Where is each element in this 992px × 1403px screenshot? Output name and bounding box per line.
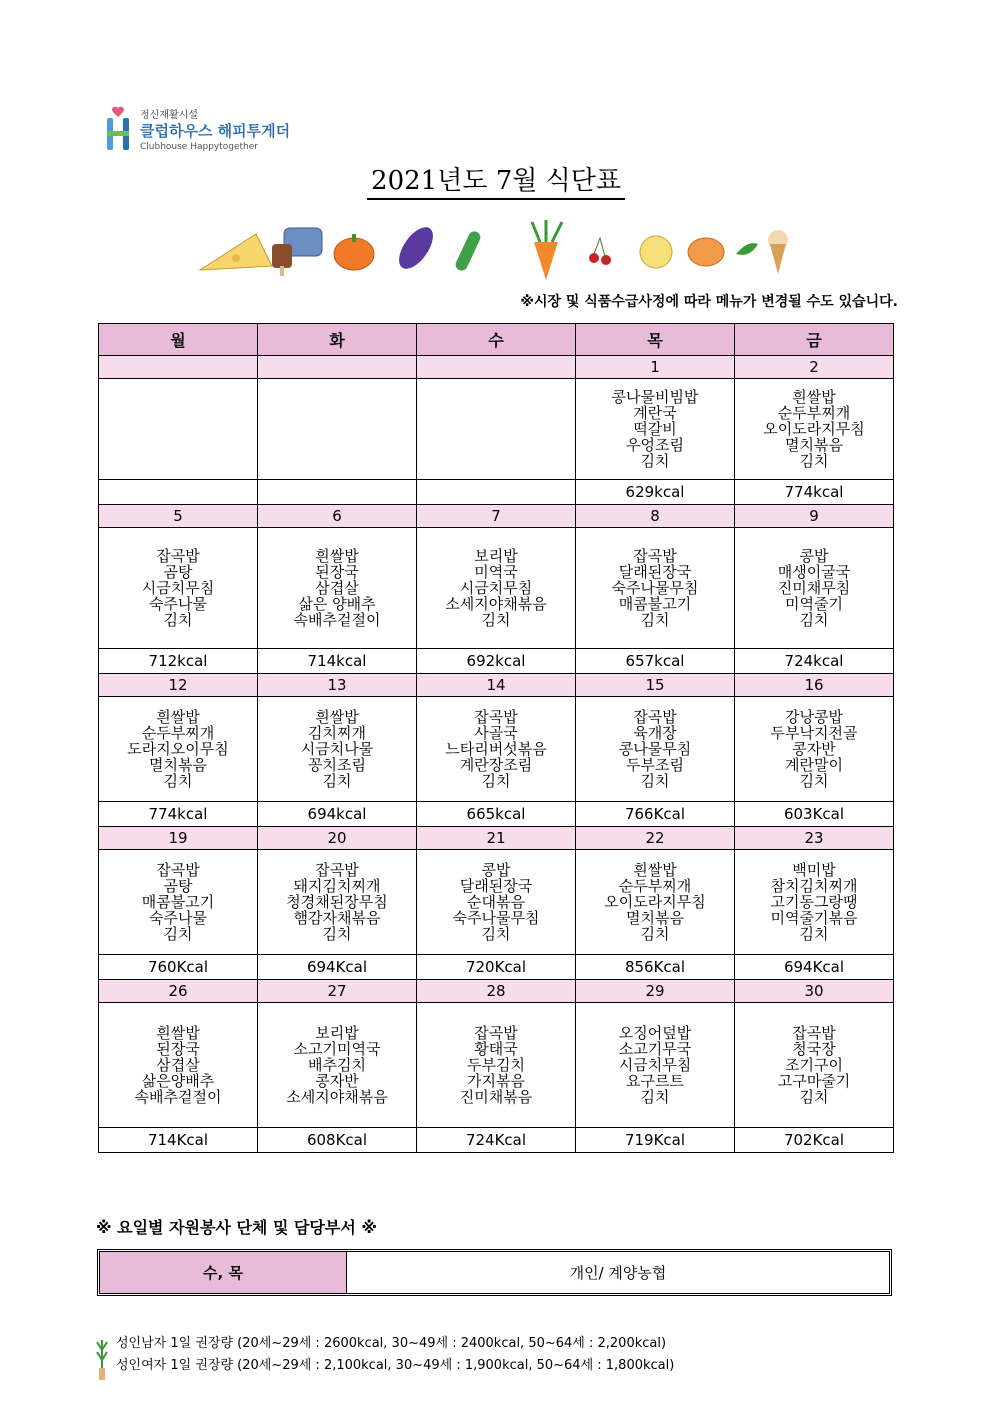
menu-item: 김치: [322, 925, 352, 943]
calorie-cell: 714kcal: [258, 649, 417, 674]
cheese-icon: [200, 234, 272, 270]
menu-cell: [735, 379, 894, 480]
menu-item: 조기구이: [785, 1056, 843, 1074]
menu-item: 계란국: [633, 404, 677, 422]
menu-item: 미역줄기: [785, 595, 843, 613]
menu-item: 배추김치: [308, 1056, 366, 1074]
menu-item: 순대볶음: [467, 893, 525, 911]
menu-item: 황태국: [474, 1040, 518, 1058]
menu-item: 콩자반: [315, 1072, 359, 1090]
menu-item: 잡곡밥: [474, 1024, 518, 1042]
calorie-cell: 665kcal: [417, 802, 576, 827]
menu-item: 삼겹살: [315, 579, 359, 597]
carrot-icon: [532, 220, 562, 280]
date-cell: 26: [99, 980, 258, 1003]
menu-item: 삼겹살: [156, 1056, 200, 1074]
menu-item: 소세지야채볶음: [445, 595, 547, 613]
calorie-cell: 720Kcal: [417, 955, 576, 980]
menu-cell: [417, 1003, 576, 1128]
weekday-header-row: [99, 324, 894, 356]
menu-item: 콩나물비빔밥: [611, 388, 699, 406]
date-cell: 19: [99, 827, 258, 850]
menu-item: 사골국: [474, 724, 518, 742]
logo-mark-icon: [104, 106, 132, 152]
menu-item: 잡곡밥: [474, 708, 518, 726]
menu-item: 시금치무침: [141, 579, 215, 597]
menu-item: 김치: [640, 1088, 670, 1106]
menu-item: 돼지김치찌개: [293, 877, 381, 895]
menu-item: 고기동그랑땡: [770, 893, 858, 911]
menu-item: 청경채된장무침: [286, 893, 388, 911]
menu-item: 매콤불고기: [141, 893, 215, 911]
menu-item: 김치찌개: [308, 724, 366, 742]
menu-item: 김치: [481, 925, 511, 943]
menu-item: 보리밥: [315, 1024, 359, 1042]
logo-subtitle: 정신재활시설: [140, 110, 198, 121]
menu-item: 김치: [799, 611, 829, 629]
menu-item: 곰탕: [163, 563, 193, 581]
menu-item: 숙주나물무침: [452, 909, 540, 927]
menu-item: 소고기무국: [618, 1040, 692, 1058]
menu-item: 두부김치: [467, 1056, 525, 1074]
date-cell: 14: [417, 674, 576, 697]
calorie-row: [99, 649, 894, 674]
calorie-cell: [417, 480, 576, 505]
menu-item: 김치: [163, 611, 193, 629]
calorie-row: [99, 802, 894, 827]
menu-cell: [258, 850, 417, 955]
menu-item: 멸치볶음: [149, 756, 207, 774]
food-illustration: [196, 214, 804, 280]
menu-item: 오이도라지무침: [763, 420, 865, 438]
date-cell: 28: [417, 980, 576, 1003]
menu-cell: [735, 697, 894, 802]
menu-item: 잡곡밥: [315, 861, 359, 879]
menu-cell: [735, 528, 894, 649]
weekday-header: 월: [99, 324, 258, 356]
calorie-cell: 694Kcal: [258, 955, 417, 980]
menu-item: 진미채볶음: [459, 1088, 533, 1106]
date-cell: 20: [258, 827, 417, 850]
logo-english: Clubhouse Happytogether: [140, 142, 258, 152]
menu-item: 꽁치조림: [308, 756, 366, 774]
weekday-header: 수: [417, 324, 576, 356]
date-cell: 6: [258, 505, 417, 528]
menu-cell: [735, 850, 894, 955]
menu-item: 떡갈비: [633, 420, 677, 438]
menu-item: 잡곡밥: [792, 1024, 836, 1042]
menu-item: 콩밥: [481, 861, 511, 879]
menu-item: 시금치나물: [300, 740, 374, 758]
menu-item: 콩밥: [799, 547, 829, 565]
volunteer-day: 수, 목: [100, 1252, 347, 1293]
menu-item: 계란장조림: [459, 756, 533, 774]
date-row: [99, 980, 894, 1003]
menu-item: 순두부찌개: [618, 877, 692, 895]
date-cell: 9: [735, 505, 894, 528]
menu-cell: [417, 379, 576, 480]
calorie-cell: 714Kcal: [99, 1128, 258, 1153]
menu-cell: [576, 697, 735, 802]
menu-item: 속배추겉절이: [293, 611, 381, 629]
menu-cell: [258, 697, 417, 802]
menu-item: 김치: [163, 772, 193, 790]
menu-item: 소세지야채볶음: [286, 1088, 388, 1106]
date-cell: 27: [258, 980, 417, 1003]
menu-item: 순두부찌개: [777, 404, 851, 422]
pumpkin-icon: [334, 234, 374, 270]
volunteer-heading: ※ 요일별 자원봉사 단체 및 담당부서 ※: [96, 1218, 377, 1237]
date-cell: 16: [735, 674, 894, 697]
menu-table: [98, 323, 894, 1153]
menu-item: 흰쌀밥: [792, 388, 836, 406]
menu-item: 김치: [481, 772, 511, 790]
calorie-row: [99, 1128, 894, 1153]
menu-item: 잡곡밥: [633, 547, 677, 565]
menu-item: 곰탕: [163, 877, 193, 895]
menu-item: 달래된장국: [459, 877, 533, 895]
date-row: [99, 827, 894, 850]
menu-item: 미역국: [474, 563, 518, 581]
date-cell: 29: [576, 980, 735, 1003]
menu-row: [99, 528, 894, 649]
menu-item: 삶은 양배추: [298, 595, 376, 613]
menu-item: 속배추겉절이: [134, 1088, 222, 1106]
menu-cell: [576, 1003, 735, 1128]
menu-item: 참치김치찌개: [770, 877, 858, 895]
menu-item: 김치: [640, 772, 670, 790]
menu-item: 삶은양배추: [141, 1072, 215, 1090]
menu-item: 시금치무침: [618, 1056, 692, 1074]
menu-item: 두부낙지전골: [770, 724, 858, 742]
calorie-cell: 694kcal: [258, 802, 417, 827]
menu-item: 김치: [799, 925, 829, 943]
menu-cell: [258, 379, 417, 480]
menu-cell: [99, 379, 258, 480]
logo: [104, 104, 304, 156]
menu-row: [99, 379, 894, 480]
menu-item: 김치: [799, 452, 829, 470]
cucumber-icon: [454, 229, 483, 272]
menu-row: [99, 1003, 894, 1128]
menu-item: 멸치볶음: [785, 436, 843, 454]
page-title: 2021년도 7월 식단표: [0, 160, 992, 197]
menu-item: 고구마줄기: [777, 1072, 851, 1090]
menu-item: 잡곡밥: [156, 547, 200, 565]
calorie-cell: 719Kcal: [576, 1128, 735, 1153]
date-cell: 22: [576, 827, 735, 850]
menu-item: 오이도라지무침: [604, 893, 706, 911]
date-row: [99, 356, 894, 379]
menu-item: 흰쌀밥: [156, 1024, 200, 1042]
female-recommendation: 성인여자 1일 권장량 (20세~29세 : 2,100kcal, 30~49세 : 1,900kcal, 50~64세 : 1,800kcal): [116, 1358, 675, 1373]
menu-item: 진미채무침: [777, 579, 851, 597]
menu-item: 순두부찌개: [141, 724, 215, 742]
menu-item: 육개장: [633, 724, 677, 742]
menu-item: 김치: [481, 611, 511, 629]
menu-item: 시금치무침: [459, 579, 533, 597]
menu-item: 된장국: [156, 1040, 200, 1058]
menu-item: 흰쌀밥: [315, 708, 359, 726]
menu-cell: [99, 1003, 258, 1128]
apple-icon: [640, 236, 672, 268]
calorie-cell: 702Kcal: [735, 1128, 894, 1153]
menu-item: 김치: [163, 925, 193, 943]
menu-cell: [417, 697, 576, 802]
menu-cell: [99, 528, 258, 649]
calorie-cell: 856Kcal: [576, 955, 735, 980]
date-row: [99, 674, 894, 697]
calorie-row: [99, 480, 894, 505]
menu-cell: [258, 1003, 417, 1128]
calorie-cell: [258, 480, 417, 505]
eggplant-icon: [392, 221, 439, 274]
menu-item: 숙주나물: [149, 595, 207, 613]
menu-cell: [258, 528, 417, 649]
menu-item: 김치: [322, 772, 352, 790]
calorie-cell: 760Kcal: [99, 955, 258, 980]
calorie-cell: 603Kcal: [735, 802, 894, 827]
date-cell: 2: [735, 356, 894, 379]
menu-item: 백미밥: [792, 861, 836, 879]
date-cell: 1: [576, 356, 735, 379]
cherry-icon: [589, 238, 611, 265]
menu-item: 흰쌀밥: [156, 708, 200, 726]
menu-item: 달래된장국: [618, 563, 692, 581]
volunteer-table: [97, 1249, 892, 1296]
menu-item: 느타리버섯볶음: [445, 740, 547, 758]
date-row: [99, 505, 894, 528]
menu-item: 오징어덮밥: [618, 1024, 692, 1042]
menu-item: 요구르트: [626, 1072, 684, 1090]
menu-cell: [417, 528, 576, 649]
ice-cream-icon: [768, 230, 788, 274]
menu-item: 미역줄기볶음: [770, 909, 858, 927]
menu-item: 햄감자채볶음: [293, 909, 381, 927]
menu-item: 콩자반: [792, 740, 836, 758]
menu-cell: [99, 697, 258, 802]
menu-item: 숙주나물무침: [611, 579, 699, 597]
menu-item: 숙주나물: [149, 909, 207, 927]
calorie-cell: 774kcal: [99, 802, 258, 827]
logo-name: 클럽하우스 해피투게더: [140, 122, 291, 140]
calorie-cell: 712kcal: [99, 649, 258, 674]
menu-item: 잡곡밥: [156, 861, 200, 879]
menu-item: 김치: [640, 611, 670, 629]
date-cell: 7: [417, 505, 576, 528]
date-cell: 23: [735, 827, 894, 850]
notice-text: ※시장 및 식품수급사정에 따라 메뉴가 변경될 수도 있습니다.: [520, 294, 898, 310]
menu-item: 강낭콩밥: [785, 708, 843, 726]
menu-item: 계란말이: [785, 756, 843, 774]
menu-cell: [99, 850, 258, 955]
weekday-header: 금: [735, 324, 894, 356]
menu-cell: [576, 528, 735, 649]
weekday-header: 화: [258, 324, 417, 356]
calorie-cell: 724Kcal: [417, 1128, 576, 1153]
menu-item: 우엉조림: [626, 436, 684, 454]
menu-cell: [576, 850, 735, 955]
calorie-cell: 692kcal: [417, 649, 576, 674]
menu-item: 매콤불고기: [618, 595, 692, 613]
menu-item: 김치: [640, 452, 670, 470]
date-cell: [258, 356, 417, 379]
plant-icon: [96, 1330, 108, 1380]
date-cell: [99, 356, 258, 379]
ice-pop-icon: [272, 244, 292, 276]
menu-row: [99, 697, 894, 802]
date-cell: 8: [576, 505, 735, 528]
menu-cell: [735, 1003, 894, 1128]
calorie-cell: 766Kcal: [576, 802, 735, 827]
pumpkin-icon-2: [688, 238, 724, 266]
volunteer-group: 개인/ 계양농협: [569, 1264, 667, 1282]
calorie-cell: 694Kcal: [735, 955, 894, 980]
menu-item: 도라지오이무침: [127, 740, 229, 758]
menu-item: 멸치볶음: [626, 909, 684, 927]
calorie-cell: 657kcal: [576, 649, 735, 674]
menu-item: 가지볶음: [467, 1072, 525, 1090]
date-cell: [417, 356, 576, 379]
menu-item: 김치: [640, 925, 670, 943]
menu-item: 흰쌀밥: [315, 547, 359, 565]
menu-cell: [576, 379, 735, 480]
calorie-cell: [99, 480, 258, 505]
menu-row: [99, 850, 894, 955]
date-cell: 15: [576, 674, 735, 697]
menu-item: 청국장: [792, 1040, 836, 1058]
date-cell: 5: [99, 505, 258, 528]
menu-item: 된장국: [315, 563, 359, 581]
menu-item: 흰쌀밥: [633, 861, 677, 879]
calorie-cell: 724kcal: [735, 649, 894, 674]
calorie-row: [99, 955, 894, 980]
menu-item: 잡곡밥: [633, 708, 677, 726]
calorie-cell: 608Kcal: [258, 1128, 417, 1153]
chili-icon: [736, 243, 758, 255]
menu-item: 매생이굴국: [777, 563, 851, 581]
male-recommendation: 성인남자 1일 권장량 (20세~29세 : 2600kcal, 30~49세 : 2400kcal, 50~64세 : 2,200kcal): [116, 1336, 667, 1351]
calorie-cell: 774kcal: [735, 480, 894, 505]
date-cell: 12: [99, 674, 258, 697]
menu-item: 김치: [799, 772, 829, 790]
weekday-header: 목: [576, 324, 735, 356]
menu-item: 보리밥: [474, 547, 518, 565]
menu-item: 콩나물무침: [618, 740, 692, 758]
calorie-cell: 629kcal: [576, 480, 735, 505]
menu-item: 김치: [799, 1088, 829, 1106]
menu-cell: [417, 850, 576, 955]
date-cell: 21: [417, 827, 576, 850]
menu-item: 소고기미역국: [293, 1040, 381, 1058]
date-cell: 30: [735, 980, 894, 1003]
menu-item: 두부조림: [626, 756, 684, 774]
date-cell: 13: [258, 674, 417, 697]
